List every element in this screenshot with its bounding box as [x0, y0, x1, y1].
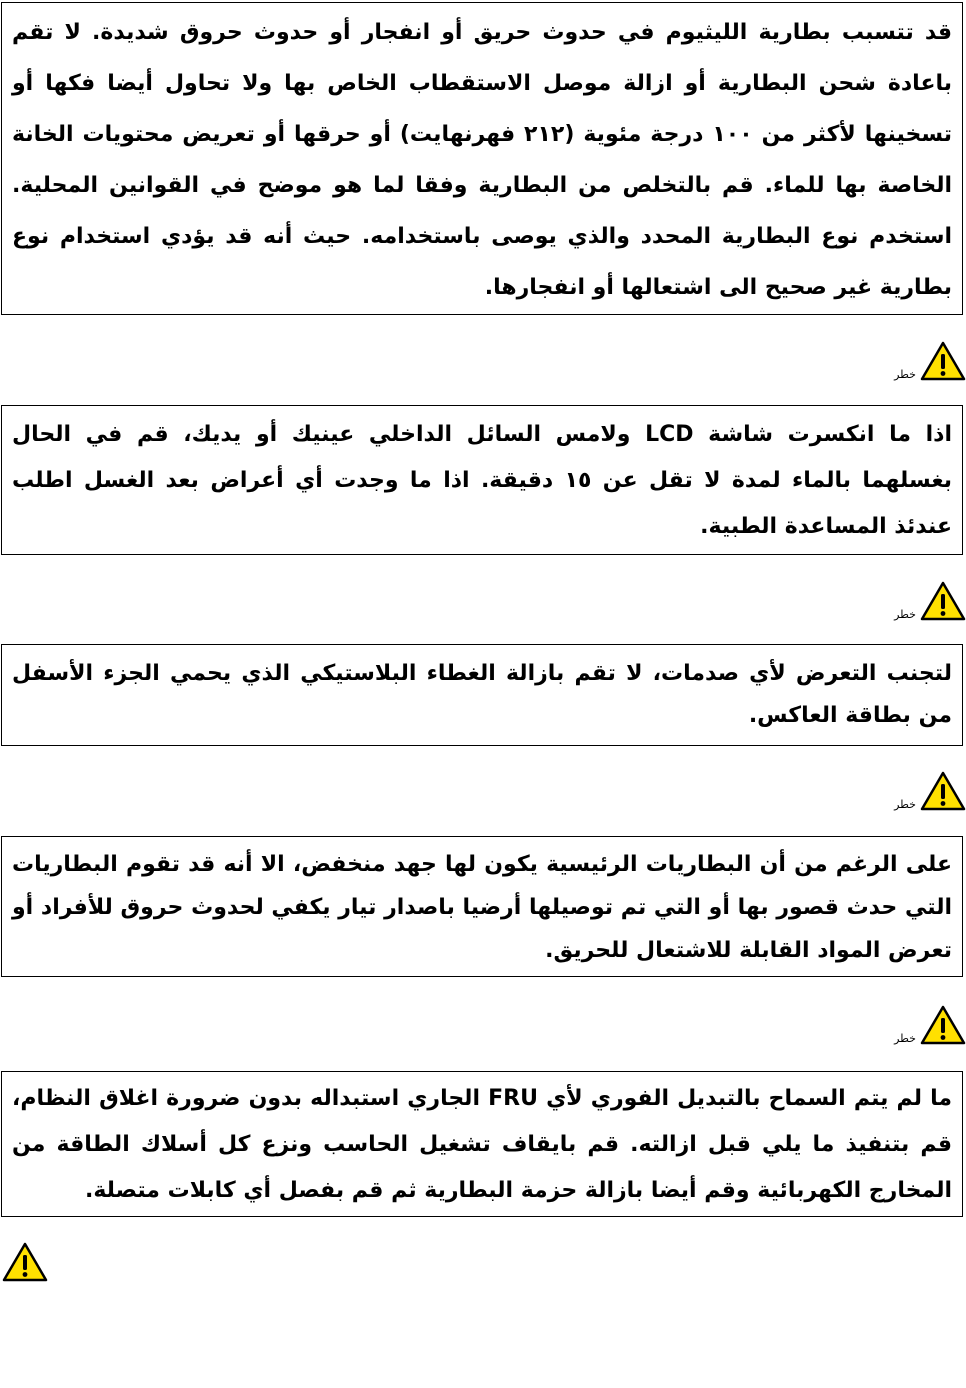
notice-box-inverter: [1, 644, 963, 746]
warning-icon: [2, 1241, 48, 1287]
warning-label: [894, 770, 966, 812]
warning-icon: [920, 1004, 966, 1046]
notice-text-lcd: اذا ما انكسرت شاشة LCD ولامس السائل الداخلي عينيك أو يديك، قم في الحال بغسلهما بالماء لمدة لا تقل عن ١٥ دقيقة. اذا ما وجدت أي أعراض بعد الغسل اطلب عندئذ المساعدة الطبية.: [12, 422, 953, 539]
notice-text-battery: قد تتسبب بطارية الليثيوم في حدوث حريق أو انفجار أو حدوث حروق شديدة. لا تقم باعادة شحن البطارية أو ازالة موصل الاستقطاب الخاص بها ولا تحاول أيضا فكها أو تسخينها لأكثر من ١٠٠ درجة مئوية (٢١٢ فهرنهايت) أو حرقها أو تعريض محتويات الخانة الخاصة بها للماء. قم بالتخلص من البطارية وفقا لما هو موضح في القوانين المحلية. استخدم نوع البطارية المحدد والذي يوصى باستخدامه. حيث أنه قد يؤدي استخدام نوع بطارية غير صحيح الى اشتعالها أو انفجارها.: [12, 20, 952, 300]
notice-box-main-battery: [1, 836, 963, 977]
notice-box-fru: [1, 1071, 963, 1217]
notice-text-inverter: لتجنب التعرض لأي صدمات، لا تقم بازالة الغطاء البلاستيكي الذي يحمي الجزء الأسفل من بطاقة العاكس.: [12, 661, 952, 728]
notice-box-battery: [1, 2, 963, 315]
notice-text-main-battery: على الرغم من أن البطاريات الرئيسية يكون لها جهد منخفض، الا أنه قد تقوم البطاريات التي حدث قصور بها أو التي تم توصيلها أرضيا باصدار تيار يكفي لحدوث حروق للأفراد أو تعرض المواد القابلة للاشتعال للحريق.: [12, 852, 952, 963]
notice-text-fru: ما لم يتم السماح بالتبديل الفوري لأي FRU الجاري استبداله بدون ضرورة اغلاق النظام، قم بتنفيذ ما يلي قبل ازالته. قم بايقاف تشغيل الحاسب ونزع كل أسلاك الطاقة من المخارج الكهربائية وقم أيضا بازالة حزمة البطارية ثم قم بفصل أي كابلات متصلة.: [12, 1086, 952, 1203]
warning-icon: [920, 340, 966, 382]
warning-label: [894, 580, 966, 622]
warning-text: خطر: [894, 1032, 916, 1045]
warning-label: [894, 340, 966, 382]
warning-icon: [920, 770, 966, 812]
warning-label: [894, 1004, 966, 1046]
warning-text: خطر: [894, 368, 916, 381]
warning-text: خطر: [894, 798, 916, 811]
warning-text: خطر: [894, 608, 916, 621]
notice-box-lcd: [1, 405, 963, 555]
warning-icon: [920, 580, 966, 622]
